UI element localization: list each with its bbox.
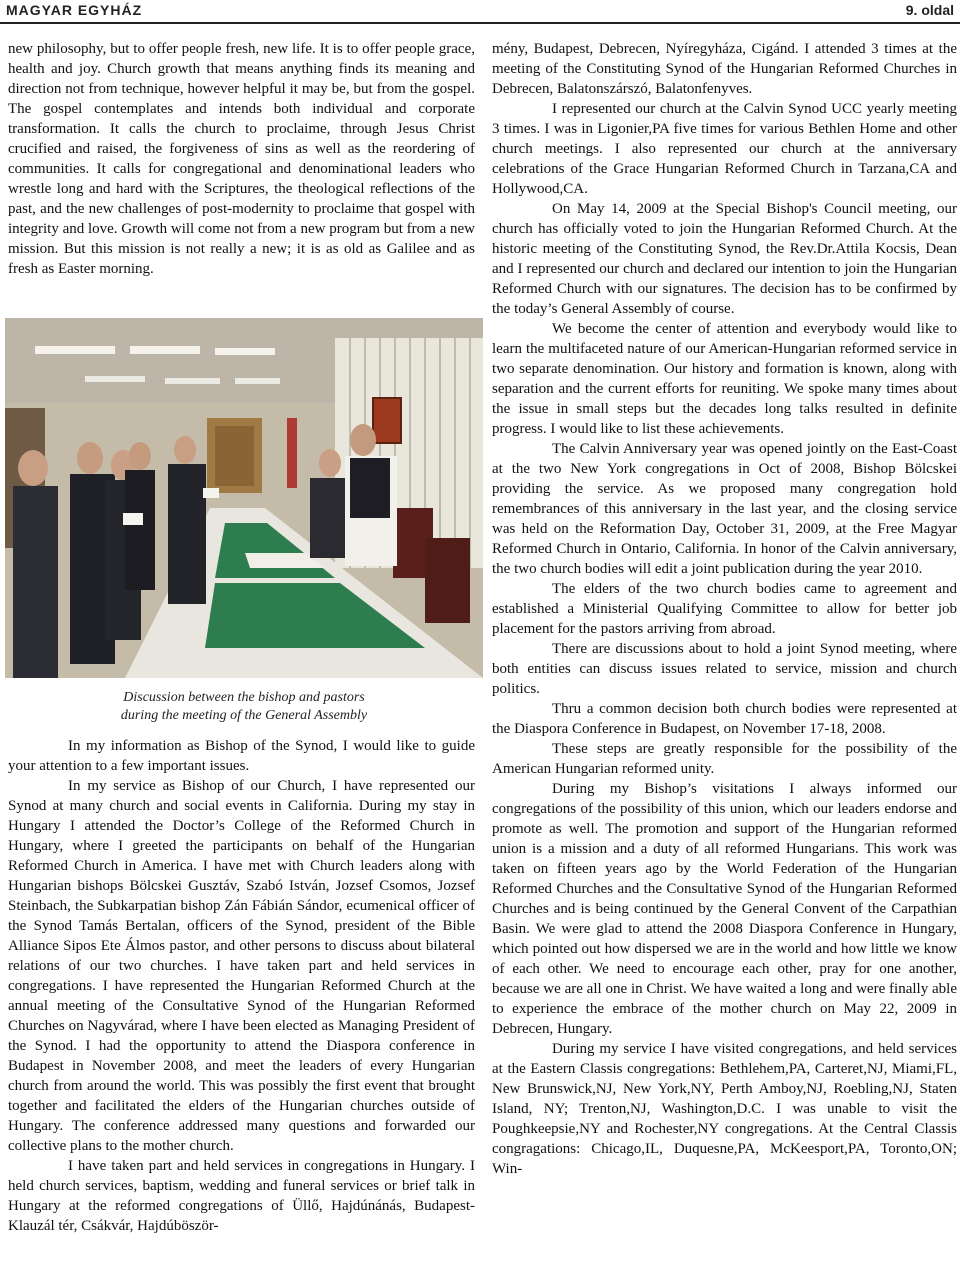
paragraph: During my Bishop’s visitations I always informed our congregations of the possibility of this union, which our leaders endorse and promote as well. The promotion and support of the Hungarian reformed union is a mission and a duty of all reformed Hungarians. This work was taken on fifteen years ago by the World Federation of the Hungarian Reformed Churches and the Consultative Synod of the Hungarian Reformed Churches and is being continued by the General Convent of the Carpathian Basin. We were glad to attend the 2008 Diaspora Conference in Hungary, which pointed out how dispersed we are in the world and how little we know of each other. We need to encourage each other, pray for one another, because we are all one in Christ. We have waited a long and were finally able to experience the embrace of the mother church on May 22, 2009 in Debrecen, Hungary. (492, 781, 957, 1037)
left-column-top (8, 39, 475, 279)
paragraph: In my information as Bishop of the Synod, I would like to guide your attention to a few important issues. (8, 738, 475, 774)
page-header (0, 0, 960, 24)
paragraph: I represented our church at the Calvin Synod UCC yearly meeting 3 times. I was in Ligonier,PA five times for various Bethlen Home and other church meetings. I also represented our church at the anniversary celebrations of the Grace Hungarian Reformed Church in Tarzana,CA and Hollywood,CA. (492, 101, 957, 197)
page-number: 9. oldal (905, 2, 954, 18)
paragraph: These steps are greatly responsible for the possibility of the American Hungarian reformed unity. (492, 741, 957, 777)
paragraph: The Calvin Anniversary year was opened jointly on the East-Coast at the two New York congregations in Oct of 2008, Bishop Bölcskei providing the service. As we proposed many congregation hold remembrances of this anniversary in the last year, and the closing service was held on the Reformation Day, October 31, 2009, at the Free Magyar Reformed Church in Ontario, California. In honor of the Calvin anniversary, the two church bodies will edit a joint publication during the year 2010. (492, 441, 957, 577)
paragraph: mény, Budapest, Debrecen, Nyíregyháza, Cigánd. I attended 3 times at the meeting of the Constituting Synod of the Hungarian Reformed Churches in Debrecen, Balatonszárszó, Balatonfenyves. (492, 41, 957, 97)
paragraph: In my service as Bishop of our Church, I have represented our Synod at many church and social events in California. During my stay in Hungary I attended the Doctor’s College of the Reformed Church in Hungary, where I greeted the participants on behalf of the Hungarian Reformed Church in America. I have met with Church leaders along with Hungarian bishops Bölcskei Gusztáv, Szabó István, Jozsef Csomos, Jozsef Steinbach, the Subkarpatian bishop Zán Fábián Sándor, ecumenical officer of the Synod Tamás Bertalan, officers of the Synod, president of the Bible Alliance Sipos Ete Álmos pastor, and other persons to discuss about bilateral relations of our two churches. I have taken part and held services in congregations. I have represented the Hungarian Reformed Church at the annual meeting of the Consultative Synod of the Hungarian Reformed Churches on Nagyvárad, where I have been elected as Managing President of the Synod. I had the opportunity to attend the Diaspora conference in Budapest in November 2008, and meet the leaders of every Hungarian church from around the world. This was possibly the first event that brought together and facilitated the elders of the Hungarian churches outside of Hungary. The conference addressed many questions and forwarded our collective plans to the mother church. (8, 778, 475, 1154)
paragraph: The elders of the two church bodies came to agreement and established a Ministerial Qualifying Committee to allow for better job placement for the pastors arriving from abroad. (492, 581, 957, 637)
publication-title: MAGYAR EGYHÁZ (6, 2, 143, 18)
paragraph: Thru a common decision both church bodies were represented at the Diaspora Conference in Budapest, on November 17-18, 2008. (492, 701, 957, 737)
paragraph: We become the center of attention and everybody would like to learn the multifaceted nature of our American-Hungarian reformed service in two separate denomination. Our history and formation is known, along with separation and the current efforts for reuniting. We spoke many times about the issue in small steps but the decades long talks resulted in definite progress. I would like to list these achievements. (492, 321, 957, 437)
paragraph: During my service I have visited congregations, and held services at the Eastern Classis congregations: Bethlehem,PA, Carteret,NJ, Miami,FL, New Brunswick,NJ, New York,NY, Perth Amboy,NJ, Roebling,NJ, Staten Island, NY; Trenton,NJ, Washington,D.C. I was unable to visit the Poughkeepsie,NY and Rochester,NY congregations. At the Central Classis congragations: Chicago,IL, Duquesne,PA, McKeesport,PA, Toronto,ON; Win- (492, 1041, 957, 1177)
paragraph: I have taken part and held services in congregations in Hungary. I held church services, baptism, wedding and funeral services or brief talk in Hungary at the reformed congregations of Üllő, Hajdúnánás, Budapest-Klauzál tér, Csákvár, Hajdúböször- (8, 1158, 475, 1234)
photo-caption (5, 689, 483, 725)
meeting-photo (5, 318, 483, 678)
left-column-bottom (8, 736, 475, 1236)
paragraph: There are discussions about to hold a joint Synod meeting, where both entities can discuss issues related to service, mission and church politics. (492, 641, 957, 697)
right-column (492, 39, 957, 1179)
caption-line: Discussion between the bishop and pastors (123, 690, 365, 705)
paragraph: new philosophy, but to offer people fresh, new life. It is to offer people grace, health and joy. Church growth that means anything finds its meaning and direction not from technique, however helpful it may be, but from the gospel. The gospel contemplates and intends both individual and corporate transformation. It calls the church to proclaime, through Jesus Christ crucified and raised, the forgiveness of sins as well as the reordering of communities. It calls for congregational and denominational leaders who wrestle long and hard with the Scriptures, the theological reflections of the past, and the new challenges of post-modernity to proclaime that gospel with integrity and love. Growth will come not from a new program but from a new mission. But this mission is not really a new; it is as old as Galilee and as fresh as Easter morning. (8, 41, 475, 277)
paragraph: On May 14, 2009 at the Special Bishop's Council meeting, our church has officially voted to join the Hungarian Reformed Church. At the historic meeting of the Constituting Synod, the Rev.Dr.Attila Kocsis, Dean and I represented our church and declared our intention to join the Hungarian Reformed Church with our signatures. The decision has to be confirmed by the today’s General Assembly of course. (492, 201, 957, 317)
caption-line: during the meeting of the General Assembly (120, 708, 368, 723)
